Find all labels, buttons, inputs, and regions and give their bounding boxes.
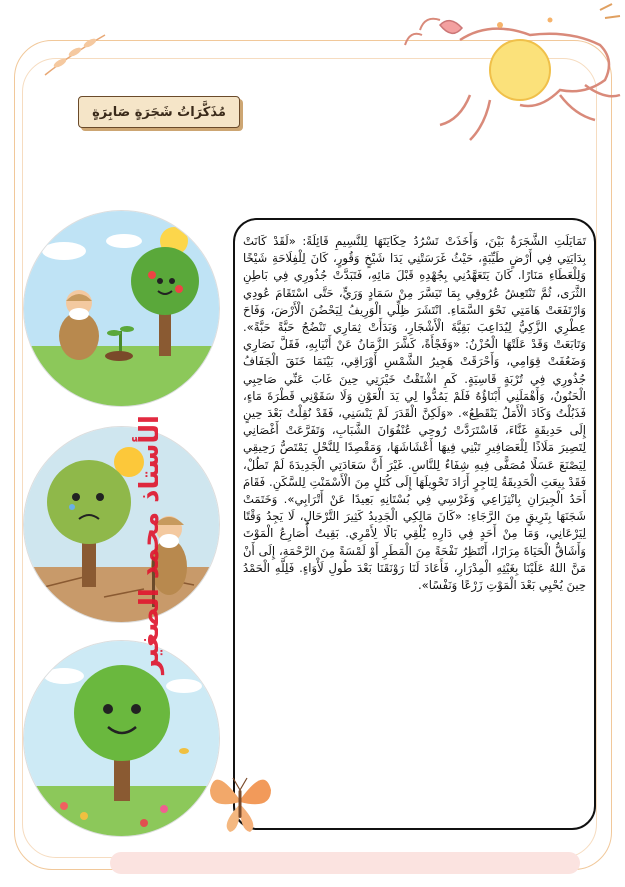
young-tree-with-old-farmer-icon <box>24 211 220 407</box>
story-paragraph: تَمَايَلَتِ الشَّجَرَةُ بَيْنَ، وَأَخَذَتْ تَسْرُدُ حِكَايَتَهَا لِلنَّسِيمِ قَائِلَةً: «لَقَدْ كَانَتْ بِدَايَتِي فِي أَرْضٍ طَيِّبَةٍ، حَيْثُ غَرَسَتْنِي يَدَا شَيْخٍ وَقُورٍ، كَانَ لِلْفِلَاحَةِ شَيْخًا وَلِلْعَطَاءِ مَنَارًا. كَانَ يَتَعَهَّدُنِي بِجُهْدِهِ قَبْلَ مَائِهِ، فَتَبَدَّتْ جُذُورِي فِي بَاطِنِ الثَّرَى، ثُمَّ تَنْتَعِشُ عُرُوقِي بِمَا تَيَسَّرَ مِنْ سَمَادٍ وَرَيٍّ، حَتَّى اسْتَقَامَ عُودِي وَارْتَفَعَتْ هَامَتِي نَحْوَ السَّمَاءِ. انْتَشَرَ ظِلِّي الْوَرِيفُ لِيَحْضُنَ الْأَرْضَ، وَفَاحَ عِطْرِي الزَّكِيُّ لِيُدَاعِبَ بَقِيَّةَ الْأَشْجَارِ، وَبَدَأَتْ ثِمَارِي تَنْضُجُ حَبَّةً حَبَّةً». وَتَابَعَتْ وَقَدْ عَلَتْهَا الْحُزْنُ: «وَفَجْأَةً، كَشَّرَ الزَّمَانُ عَنْ أَنْيَابِهِ، فَقَلَّ نَصَارِي وَضَعُفَتْ قِوَامِي، وَأَحْرَقَتْ هَجِيرُ الشَّمْسِ أَوْرَاقِي، بَيْنَمَا خَنَقَ الْجَفَافُ جُذُورِي فِي تُرْبَةٍ قَاسِيَةٍ. كَمِ اشْتَقْتُ خَيْرَتِي حِينَ غَابَ عَنِّي صَاحِبِي الْحَنُونُ، وَأَهْمَلَنِي أَبْنَاؤُهُ فَلَمْ يَمُدُّوا لِي يَدَ الْعَوْنِ وَلَا سَقَوْنِي قَطْرَةَ مَاءٍ، فَذَبُلْتُ وَكَادَ الْأَمَلُ يَنْقَطِعُ». «وَلَكِنَّ الْقَدَرَ لَمْ يَنْسَنِي، فَقَدْ نُقِلْتُ بَعْدَ حِينٍ إِلَى حَدِيقَةٍ غَنَّاءَ، فَاسْتَرَدَّتْ رُوحِي عُنْفُوَانَ الشَّبَابِ، وَتَفَرَّعَتْ أَغْصَانِي لِتَصِيرَ مَلَاذًا لِلْعَصَافِيرِ تَبْنِي فِيهَا أَعْشَاشَهَا، وَمَقْصِدًا لِلنَّحْلِ يَمْتَصُّ رَحِيقِي لِيَصْنَعَ عَسَلًا مُصَفًّى فِيهِ شِفَاءٌ لِلنَّاسِ. غَيْرَ أَنَّ سَعَادَتِي الْجَدِيدَةَ لَمْ تَطُلْ، فَقَدْ بِيعَتِ الْحَدِيقَةُ لِتَاجِرٍ أَرَادَ تَحْوِيلَهَا إِلَى كُتَلٍ مِنَ الْأَسْمَنْتِ لِلسَّكَنِ. فَقَامَ أَحَدُ الْجِيرَانِ بِانْتِزَاعِي وَغَرْسِي فِي بُسْتَانِهِ بَعِيدًا عَنْ أَتْرَابِي». وَخَتَمَتْ شَجَنَهَا بِتَرِيقٍ مِنَ الرَّجَاءِ: «كَانَ مَالِكِي الْجَدِيدُ كَثِيرَ التَّرْحَالِ، لَا يَجِدُ وَقْتًا لِيَرْعَانِي، وَمَا مِنْ أَحَدٍ فِي دَارِهِ يُلْقِي بَالًا لِأَمْرِي. بَقِيتُ أُصَارِعُ الْمَوْتَ وَأَشَاقُّ الْحَيَاةَ مِرَارًا، أَنْتَظِرُ نَفْحَةً مِنَ الْمَطَرِ أَوْ لَمْسَةً مِنَ الرَّحْمَةِ، إِلَى أَنْ مَنَّ اللهُ عَلَيْنَا بِغَيْثِهِ الْمِدْرَارِ، فَأَعَادَ لَنَا رَوْنَقَنَا بَعْدَ طُولِ لَأْوَاءٍ. فَلِلَّهِ الْحَمْدُ حِينَ يُحْيِي بَعْدَ الْمَوْتِ زَرْعًا وَنَفْسًا». <box>243 234 586 593</box>
page-title: مُذَكَّرَاتُ شَجَرَةٍ صَابِرَةٍ <box>92 104 226 120</box>
illustration-young-tree <box>23 210 220 407</box>
unicorn-sun-doodle-icon <box>400 0 625 150</box>
bottom-decor-bar <box>110 852 580 874</box>
butterfly-icon <box>205 760 275 840</box>
story-text <box>243 233 586 594</box>
title-box <box>78 96 240 128</box>
watermark-text: الأستاذ محمد الصغير <box>135 415 165 675</box>
leaf-sprig-icon <box>40 30 110 80</box>
